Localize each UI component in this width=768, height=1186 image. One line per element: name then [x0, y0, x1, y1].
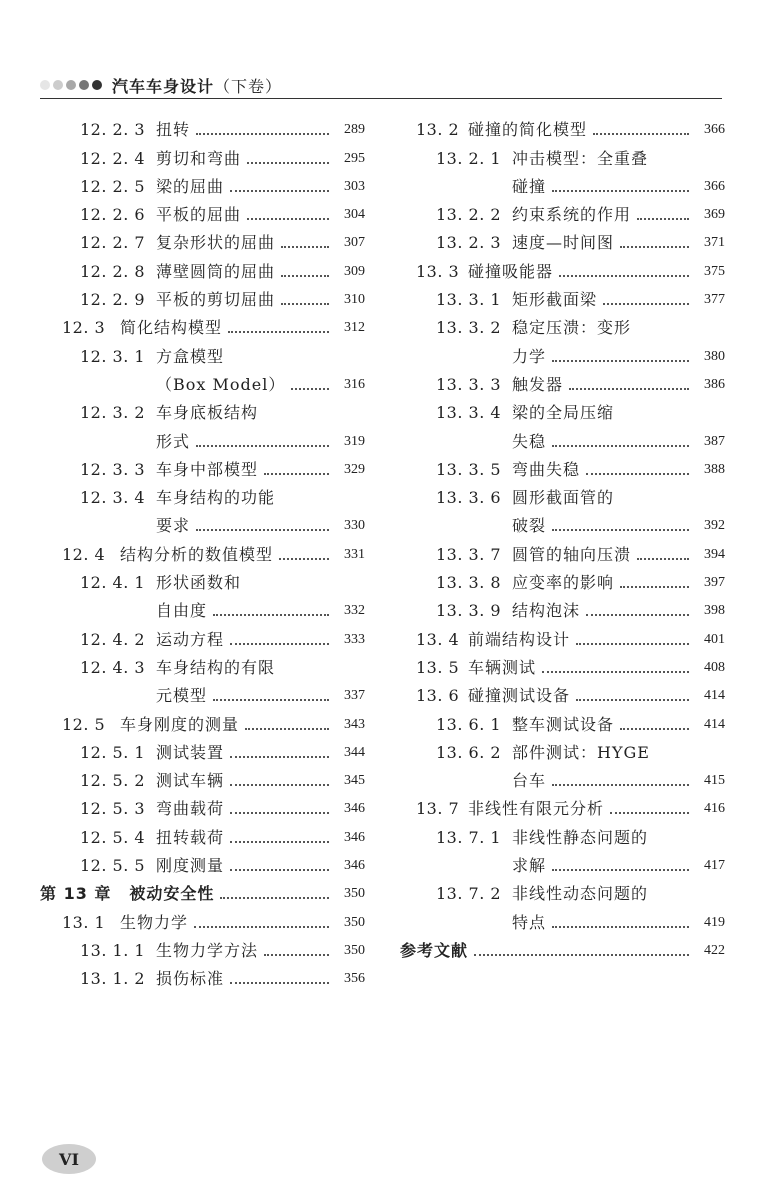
dot-leader — [220, 897, 329, 899]
entry-title: 弯曲载荷 — [156, 799, 225, 819]
section-number: 12. 2. 4 — [80, 148, 146, 168]
dot-leader — [228, 331, 329, 333]
page-number-badge — [42, 1144, 96, 1174]
toc-entry — [400, 112, 725, 140]
toc-entry — [40, 565, 365, 593]
entry-title: 碰撞测试设备 — [468, 686, 571, 706]
toc-entry-continuation — [40, 508, 365, 536]
page-ref: 309 — [344, 263, 365, 279]
toc-entry — [40, 112, 365, 140]
entry-title: 非线性动态问题的 — [512, 884, 649, 904]
section-number: 12. 5. 5 — [80, 856, 146, 876]
toc-entry — [40, 876, 365, 904]
ornament-dot — [79, 80, 89, 90]
toc-entry — [40, 791, 365, 819]
toc-entry-continuation — [40, 367, 365, 395]
page-number: VI — [59, 1149, 79, 1169]
section-number: 12. 5 — [62, 714, 106, 734]
section-number: 13. 2. 2 — [436, 205, 502, 225]
toc-entry — [400, 876, 725, 904]
entry-title: 车辆测试 — [468, 657, 537, 677]
ornament-dot — [92, 80, 102, 90]
toc-entry — [40, 933, 365, 961]
section-number: 13. 3. 7 — [436, 544, 502, 564]
entry-title: 刚度测量 — [156, 856, 225, 876]
entry-title: 运动方程 — [156, 629, 225, 649]
toc-entry-continuation — [400, 338, 725, 366]
entry-title: 矩形截面梁 — [512, 290, 598, 310]
entry-title-continued: 形式 — [156, 431, 191, 451]
toc-entry — [400, 565, 725, 593]
toc-entry — [400, 253, 725, 281]
toc-entry — [40, 735, 365, 763]
toc-entry — [400, 678, 725, 706]
entry-title: 整车测试设备 — [512, 714, 615, 734]
toc-entry — [40, 169, 365, 197]
section-number: 12. 3 — [62, 318, 106, 338]
dot-leader — [552, 529, 689, 531]
page-ref: 417 — [704, 858, 725, 874]
dot-leader — [230, 869, 329, 871]
section-number: 13. 1. 2 — [80, 969, 146, 989]
entry-title-continued: 台车 — [512, 771, 547, 791]
entry-title: 速度—时间图 — [512, 233, 615, 253]
dot-leader — [291, 388, 329, 390]
dot-leader — [264, 954, 329, 956]
entry-title: 非线性静态问题的 — [512, 827, 649, 847]
page-ref: 392 — [704, 518, 725, 534]
toc-entry — [40, 310, 365, 338]
dot-leader — [196, 529, 329, 531]
section-number: 13. 7 — [416, 799, 460, 819]
dot-leader — [620, 728, 689, 730]
toc-entry — [400, 140, 725, 168]
section-number: 13. 3. 9 — [436, 601, 502, 621]
toc-entry — [400, 735, 725, 763]
chapter-number: 第 13 章 — [40, 884, 112, 904]
entry-title-continued: （Box Model） — [156, 374, 286, 394]
entry-title: 应变率的影响 — [512, 573, 615, 593]
section-number: 13. 7. 2 — [436, 884, 502, 904]
dot-leader — [281, 303, 329, 305]
page-ref: 345 — [344, 773, 365, 789]
entry-title-continued: 破裂 — [512, 516, 547, 536]
ornament-dot — [40, 80, 50, 90]
page-ref: 312 — [344, 320, 365, 336]
page-ref: 289 — [344, 122, 365, 138]
page-ref: 344 — [344, 744, 365, 760]
entry-title: 车身结构的有限 — [156, 657, 276, 677]
section-number: 12. 4. 2 — [80, 629, 146, 649]
header-dots-ornament — [40, 80, 102, 90]
dot-leader — [230, 784, 329, 786]
ornament-dot — [66, 80, 76, 90]
entry-title: 梁的屈曲 — [156, 176, 225, 196]
section-number: 12. 3. 3 — [80, 459, 146, 479]
section-number: 12. 5. 4 — [80, 827, 146, 847]
toc-entry — [40, 452, 365, 480]
toc-entry — [400, 395, 725, 423]
dot-leader — [230, 841, 329, 843]
toc-entry — [400, 367, 725, 395]
entry-title: 车身结构的功能 — [156, 488, 276, 508]
toc-entry-continuation — [40, 593, 365, 621]
entry-title: 碰撞的简化模型 — [468, 120, 588, 140]
section-number: 13. 3. 3 — [436, 374, 502, 394]
toc-entry — [40, 536, 365, 564]
dot-leader — [576, 643, 689, 645]
section-number: 12. 2. 3 — [80, 120, 146, 140]
toc-entry — [400, 791, 725, 819]
dot-leader — [552, 869, 689, 871]
section-number: 12. 5. 3 — [80, 799, 146, 819]
section-number: 12. 2. 9 — [80, 290, 146, 310]
section-number: 13. 6 — [416, 686, 460, 706]
entry-title-continued: 碰撞 — [512, 176, 547, 196]
book-title-main: 汽车车身设计 — [112, 76, 215, 96]
page-ref: 388 — [704, 461, 725, 477]
page-ref: 394 — [704, 546, 725, 562]
toc-entry — [40, 197, 365, 225]
section-number: 13. 3 — [416, 261, 460, 281]
dot-leader — [281, 246, 329, 248]
page-ref: 295 — [344, 150, 365, 166]
toc-entry-continuation — [400, 848, 725, 876]
dot-leader — [610, 812, 689, 814]
entry-title: 扭转载荷 — [156, 827, 225, 847]
dot-leader — [569, 388, 689, 390]
page-ref: 371 — [704, 235, 725, 251]
page-ref: 408 — [704, 659, 725, 675]
running-header — [40, 72, 282, 98]
page-ref: 366 — [704, 178, 725, 194]
toc-entry — [40, 961, 365, 989]
section-number: 13. 3. 8 — [436, 573, 502, 593]
toc-left-column — [40, 112, 365, 989]
section-number: 12. 2. 7 — [80, 233, 146, 253]
dot-leader — [559, 275, 689, 277]
page-ref: 333 — [344, 631, 365, 647]
page-ref: 387 — [704, 433, 725, 449]
dot-leader — [474, 954, 689, 956]
toc-entry — [40, 395, 365, 423]
page-ref: 414 — [704, 716, 725, 732]
page-ref: 330 — [344, 518, 365, 534]
dot-leader — [552, 784, 689, 786]
page-ref: 419 — [704, 914, 725, 930]
page-ref: 346 — [344, 801, 365, 817]
toc-entry — [400, 282, 725, 310]
section-number: 13. 4 — [416, 629, 460, 649]
entry-title: 扭转 — [156, 120, 191, 140]
page-ref: 343 — [344, 716, 365, 732]
entry-title: 剪切和弯曲 — [156, 148, 242, 168]
book-title-volume: （下卷） — [214, 76, 283, 96]
entry-title: 非线性有限元分析 — [468, 799, 605, 819]
toc-entry — [40, 621, 365, 649]
section-number: 13. 1 — [62, 912, 106, 932]
toc-entry — [40, 140, 365, 168]
entry-title: 约束系统的作用 — [512, 205, 632, 225]
ornament-dot — [53, 80, 63, 90]
page-ref: 366 — [704, 122, 725, 138]
page-ref: 346 — [344, 858, 365, 874]
section-number: 12. 3. 4 — [80, 488, 146, 508]
page-ref: 397 — [704, 575, 725, 591]
section-number: 13. 5 — [416, 657, 460, 677]
entry-title: 前端结构设计 — [468, 629, 571, 649]
dot-leader — [213, 699, 329, 701]
toc-entry-continuation — [400, 423, 725, 451]
toc-entry — [400, 593, 725, 621]
toc-entry — [40, 904, 365, 932]
dot-leader — [281, 275, 329, 277]
entry-title: 参考文献 — [400, 940, 469, 960]
page-ref: 415 — [704, 773, 725, 789]
dot-leader — [637, 218, 689, 220]
entry-title: 形状函数和 — [156, 573, 242, 593]
page-ref: 319 — [344, 433, 365, 449]
section-number: 13. 3. 2 — [436, 318, 502, 338]
toc-entry — [400, 225, 725, 253]
section-number: 13. 3. 1 — [436, 290, 502, 310]
page-ref: 350 — [344, 886, 365, 902]
entry-title: 车身中部模型 — [156, 459, 259, 479]
dot-leader — [196, 445, 329, 447]
entry-title: 测试装置 — [156, 742, 225, 762]
page-ref: 398 — [704, 603, 725, 619]
page-ref: 377 — [704, 292, 725, 308]
section-number: 12. 2. 6 — [80, 205, 146, 225]
section-number: 13. 3. 4 — [436, 403, 502, 423]
entry-title: 圆形截面管的 — [512, 488, 615, 508]
dot-leader — [542, 671, 689, 673]
page-ref: 332 — [344, 603, 365, 619]
entry-title: 稳定压溃：变形 — [512, 318, 632, 338]
section-number: 12. 3. 1 — [80, 346, 146, 366]
toc-entry — [400, 452, 725, 480]
toc-entry — [400, 933, 725, 961]
toc-entry — [400, 480, 725, 508]
entry-title: 车身底板结构 — [156, 403, 259, 423]
dot-leader — [637, 558, 689, 560]
section-number: 13. 7. 1 — [436, 827, 502, 847]
toc-entry — [40, 338, 365, 366]
page-ref: 304 — [344, 207, 365, 223]
section-number: 12. 5. 1 — [80, 742, 146, 762]
page-ref: 331 — [344, 546, 365, 562]
dot-leader — [620, 586, 689, 588]
page-ref: 380 — [704, 348, 725, 364]
section-number: 13. 3. 6 — [436, 488, 502, 508]
page-ref: 316 — [344, 376, 365, 392]
toc-right-column — [400, 112, 725, 961]
toc-entry — [40, 480, 365, 508]
dot-leader — [196, 133, 329, 135]
entry-title: 平板的屈曲 — [156, 205, 242, 225]
entry-title: 弯曲失稳 — [512, 459, 581, 479]
toc-entry-continuation — [400, 508, 725, 536]
page-ref: 303 — [344, 178, 365, 194]
dot-leader — [230, 982, 329, 984]
entry-title: 结构分析的数值模型 — [120, 544, 274, 564]
toc-entry — [40, 225, 365, 253]
entry-title: 生物力学方法 — [156, 940, 259, 960]
toc-entry-continuation — [40, 678, 365, 706]
entry-title: 简化结构模型 — [120, 318, 223, 338]
section-number: 12. 5. 2 — [80, 771, 146, 791]
toc-entry — [40, 763, 365, 791]
dot-leader — [213, 614, 329, 616]
section-number: 13. 1. 1 — [80, 940, 146, 960]
entry-title: 生物力学 — [120, 912, 189, 932]
dot-leader — [279, 558, 329, 560]
section-number: 13. 2 — [416, 120, 460, 140]
entry-title: 触发器 — [512, 374, 564, 394]
dot-leader — [230, 812, 329, 814]
dot-leader — [247, 162, 329, 164]
page-ref: 350 — [344, 914, 365, 930]
page-ref: 422 — [704, 942, 725, 958]
toc-entry-continuation — [40, 423, 365, 451]
toc-entry — [40, 819, 365, 847]
dot-leader — [576, 699, 689, 701]
entry-title-continued: 要求 — [156, 516, 191, 536]
toc-entry — [40, 706, 365, 734]
entry-title: 梁的全局压缩 — [512, 403, 615, 423]
entry-title: 薄壁圆筒的屈曲 — [156, 261, 276, 281]
toc-entry — [400, 310, 725, 338]
toc-entry — [40, 282, 365, 310]
dot-leader — [230, 756, 329, 758]
toc-entry — [40, 650, 365, 678]
page-ref: 346 — [344, 829, 365, 845]
dot-leader — [264, 473, 329, 475]
page-ref: 401 — [704, 631, 725, 647]
dot-leader — [247, 218, 329, 220]
header-rule — [40, 98, 722, 99]
section-number: 13. 2. 1 — [436, 148, 502, 168]
entry-title: 冲击模型：全重叠 — [512, 148, 649, 168]
dot-leader — [552, 445, 689, 447]
entry-title-continued: 力学 — [512, 346, 547, 366]
toc-entry — [400, 197, 725, 225]
entry-title: 圆管的轴向压溃 — [512, 544, 632, 564]
entry-title-continued: 失稳 — [512, 431, 547, 451]
toc-entry — [40, 848, 365, 876]
section-number: 12. 4 — [62, 544, 106, 564]
section-number: 12. 4. 1 — [80, 573, 146, 593]
toc-entry-continuation — [400, 763, 725, 791]
entry-title: 车身刚度的测量 — [120, 714, 240, 734]
page-ref: 386 — [704, 376, 725, 392]
entry-title: 平板的剪切屈曲 — [156, 290, 276, 310]
section-number: 13. 2. 3 — [436, 233, 502, 253]
page-ref: 369 — [704, 207, 725, 223]
page-ref: 307 — [344, 235, 365, 251]
dot-leader — [552, 926, 689, 928]
page-ref: 350 — [344, 942, 365, 958]
section-number: 13. 6. 1 — [436, 714, 502, 734]
entry-title: 结构泡沫 — [512, 601, 581, 621]
toc-entry-continuation — [400, 904, 725, 932]
toc-entry — [400, 650, 725, 678]
dot-leader — [552, 360, 689, 362]
page-ref: 310 — [344, 292, 365, 308]
dot-leader — [586, 614, 689, 616]
entry-title: 损伤标准 — [156, 969, 225, 989]
toc-entry-continuation — [400, 169, 725, 197]
toc-entry — [400, 819, 725, 847]
section-number: 12. 3. 2 — [80, 403, 146, 423]
entry-title: 方盒模型 — [156, 346, 225, 366]
page-ref: 337 — [344, 688, 365, 704]
dot-leader — [620, 246, 689, 248]
entry-title-continued: 特点 — [512, 912, 547, 932]
entry-title: 被动安全性 — [129, 884, 215, 904]
section-number: 13. 3. 5 — [436, 459, 502, 479]
dot-leader — [586, 473, 689, 475]
page-ref: 356 — [344, 971, 365, 987]
dot-leader — [552, 190, 689, 192]
dot-leader — [245, 728, 329, 730]
entry-title-continued: 元模型 — [156, 686, 208, 706]
section-number: 13. 6. 2 — [436, 742, 502, 762]
entry-title: 部件测试：HYGE — [512, 742, 650, 762]
toc-entry — [40, 253, 365, 281]
dot-leader — [603, 303, 689, 305]
section-number: 12. 2. 5 — [80, 176, 146, 196]
book-title — [112, 74, 282, 97]
toc-entry — [400, 706, 725, 734]
page-ref: 414 — [704, 688, 725, 704]
page-ref: 375 — [704, 263, 725, 279]
dot-leader — [194, 926, 329, 928]
page-ref: 329 — [344, 461, 365, 477]
section-number: 12. 2. 8 — [80, 261, 146, 281]
page-ref: 416 — [704, 801, 725, 817]
entry-title: 复杂形状的屈曲 — [156, 233, 276, 253]
dot-leader — [230, 190, 329, 192]
entry-title-continued: 自由度 — [156, 601, 208, 621]
entry-title-continued: 求解 — [512, 856, 547, 876]
dot-leader — [230, 643, 329, 645]
entry-title: 测试车辆 — [156, 771, 225, 791]
section-number: 12. 4. 3 — [80, 657, 146, 677]
entry-title: 碰撞吸能器 — [468, 261, 554, 281]
toc-entry — [400, 536, 725, 564]
dot-leader — [593, 133, 689, 135]
toc-entry — [400, 621, 725, 649]
